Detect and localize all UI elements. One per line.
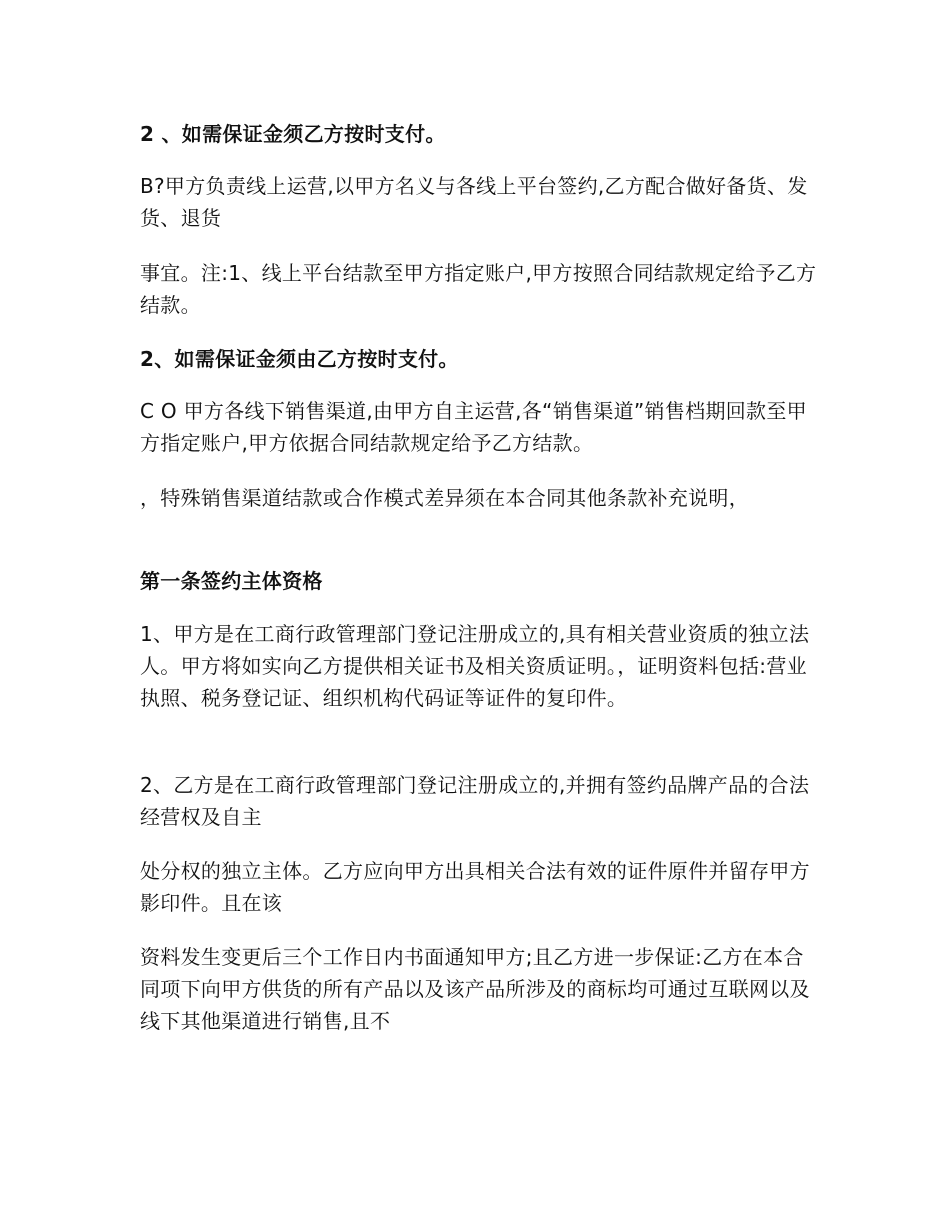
paragraph-11: 资料发生变更后三个工作日内书面通知甲方;且乙方进一步保证:乙方在本合同项下向甲方供货的所有产品以及该产品所涉及的商标均可通过互联网以及线下其他渠道进行销售,且不 [140,945,810,1033]
paragraph-3: 事宜。注:1、线上平台结款至甲方指定账户,甲方按照合同结款规定给予乙方结款。 [140,261,817,317]
paragraph-2: B?甲方负责线上运营,以甲方名义与各线上平台签约,乙方配合做好备货、发货、退货 [140,174,808,230]
paragraph-1: 2 、如需保证金须乙方按时支付。 [140,122,446,146]
paragraph-5: C O 甲方各线下销售渠道,由甲方自主运营,各“销售渠道”销售档期回款至甲方指定账户,甲方依据合同结款规定给予乙方结款。 [140,399,807,455]
paragraph-10: 处分权的独立主体。乙方应向甲方出具相关合法有效的证件原件并留存甲方影印件。且在该 [140,859,810,915]
section-heading: 第一条签约主体资格 [140,569,323,593]
paragraph-4: 2、如需保证金须由乙方按时支付。 [140,347,459,371]
paragraph-9: 2、乙方是在工商行政管理部门登记注册成立的,并拥有签约品牌产品的合法经营权及自主 [140,773,810,829]
paragraph-8: 1、甲方是在工商行政管理部门登记注册成立的,具有相关营业资质的独立法人。甲方将如实向乙方提供相关证书及相关资质证明。，证明资料包括:营业执照、税务登记证、组织机构代码证等证件的复印件。 [140,622,810,710]
paragraph-6: ，特殊销售渠道结款或合作模式差异须在本合同其他条款补充说明， [140,486,749,510]
